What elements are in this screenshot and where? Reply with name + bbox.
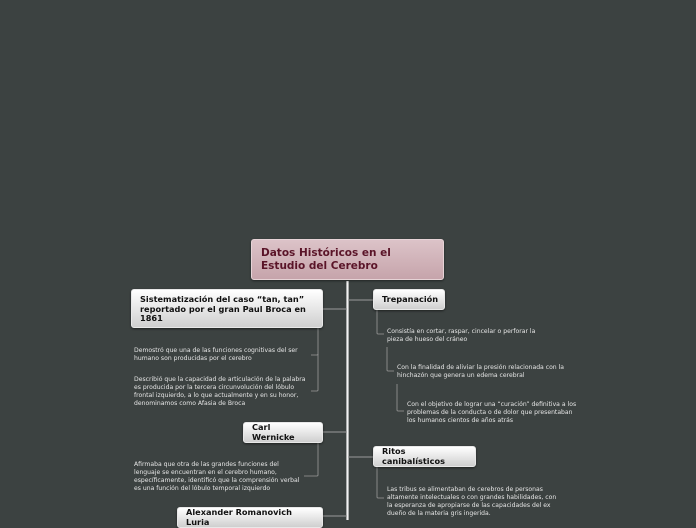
note-line-right-1c bbox=[397, 384, 404, 411]
topic-broca[interactable]: Sistematización del caso “tan, tan” reportado por el gran Paul Broca en 1861 bbox=[131, 289, 323, 328]
note-line-right-2a bbox=[377, 467, 384, 498]
topic-ritos[interactable]: Ritos canibalísticos bbox=[373, 446, 476, 467]
note-broca-2: Describió que la capacidad de articulación de la palabra es producida por la tercera circunvolución del lóbulo frontal izquierdo, a lo que actualmente y en su honor, denominamos como Afasia de Broca bbox=[134, 376, 306, 407]
note-trepanacion-1: Consistía en cortar, raspar, cincelar o perforar la pieza de hueso del cráneo bbox=[387, 328, 536, 343]
note-trepanacion-3: Con el objetivo de lograr una “curación” definitiva a los problemas de la conducta o de dolor que presentaban los humanos cientos de años atrás bbox=[407, 401, 577, 424]
note-line-right-1a bbox=[377, 310, 384, 334]
note-wernicke-1: Afirmaba que otra de las grandes funciones del lenguaje se encuentran en el cerebro humano, específicamente, identificó que la comprensión verbal es una función del lóbulo temporal izquierdo bbox=[134, 461, 300, 492]
note-ritos-1: Las tribus se alimentaban de cerebros de personas altamente intelectuales o con grandes habilidades, con la esperanza de apropiarse de las capacidades del ex dueño de la materia gris ingerida. bbox=[387, 486, 557, 517]
note-trepanacion-2: Con la finalidad de aliviar la presión relacionada con la hinchazón que genera un edema cerebral bbox=[397, 364, 565, 379]
topic-wernicke[interactable]: Carl Wernicke bbox=[243, 422, 323, 443]
note-line-right-1b bbox=[387, 347, 394, 371]
note-line-left-2a bbox=[304, 443, 318, 476]
root-topic[interactable]: Datos Históricos en el Estudio del Cerebro bbox=[251, 239, 444, 280]
topic-luria[interactable]: Alexander Romanovich Luria bbox=[177, 507, 323, 528]
topic-trepanacion[interactable]: Trepanación bbox=[373, 289, 445, 310]
note-broca-1: Demostró que una de las funciones cognitivas del ser humano son producidas por el cerebro bbox=[134, 347, 298, 362]
